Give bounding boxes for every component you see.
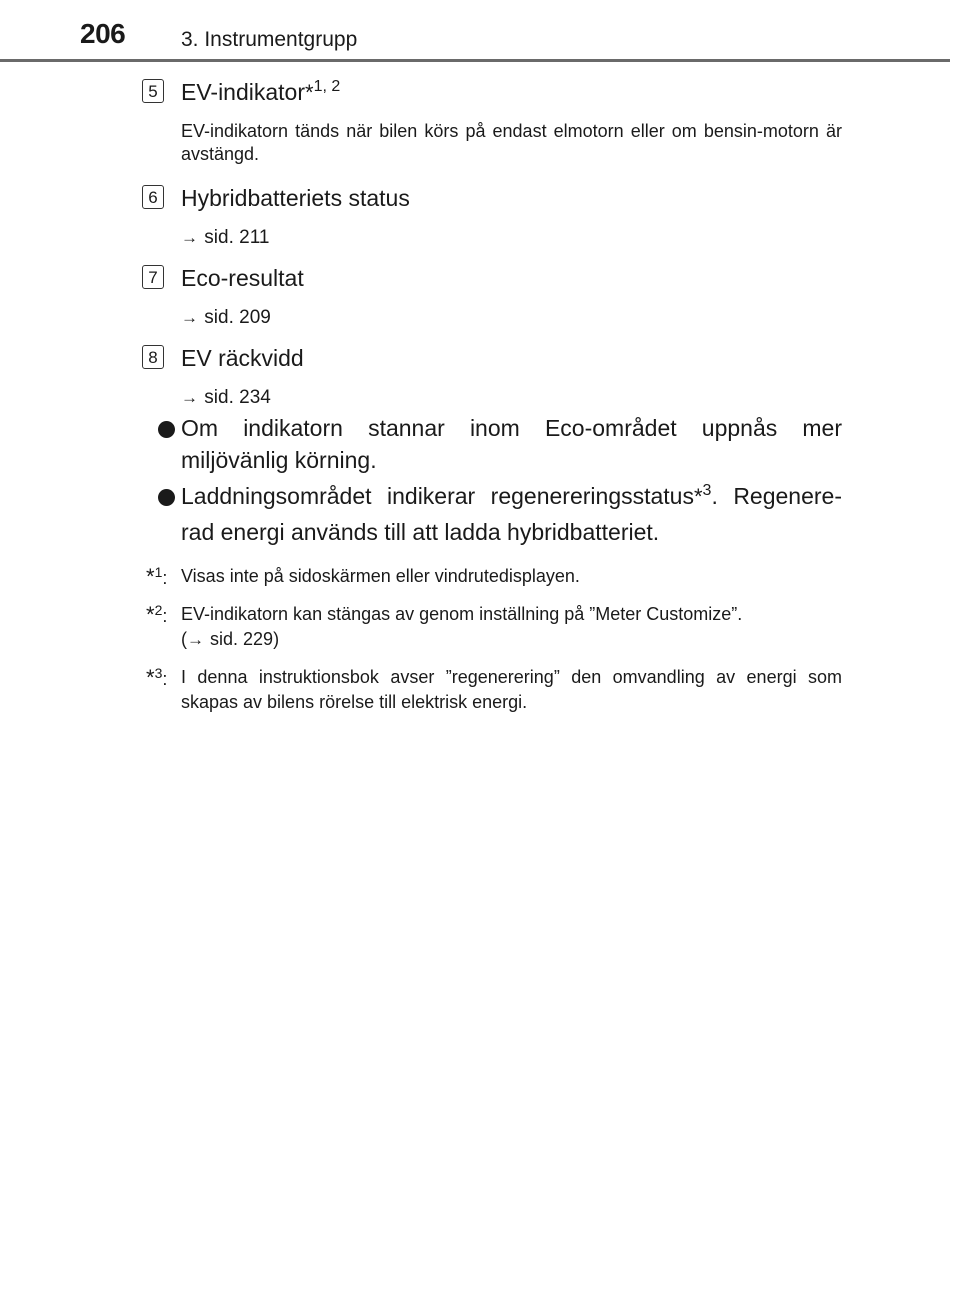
filled-circle-icon — [158, 421, 175, 438]
bullet-list — [142, 412, 842, 548]
page-header — [0, 0, 960, 64]
item-number-badge: 5 — [142, 79, 164, 103]
footnote: *$^2$: EV-indikatorn kan stängas av genom inställning på ”Meter Customize”. (→ sid. 229) — [142, 602, 842, 652]
right-arrow-icon: → — [181, 228, 198, 247]
item-ev-indicator — [142, 70, 842, 166]
item-ev-range — [142, 336, 842, 412]
page-content — [142, 70, 842, 728]
item-number-badge: 7 — [142, 265, 164, 289]
page-reference-link[interactable]: (→ sid. 229) — [181, 629, 279, 649]
right-arrow-icon: → — [181, 308, 198, 327]
chapter-title: 3. Instrumentgrupp — [181, 28, 358, 51]
filled-circle-icon — [158, 489, 175, 506]
item-title: Eco-resultat — [181, 265, 304, 291]
footnote: *$^3$: I denna instruktionsbok avser ”regenerering” den omvandling av energi som skapas av bilens rörelse till elektrisk energi. — [146, 665, 842, 712]
footnote-marker: *$^1$: — [146, 564, 168, 589]
item-eco-result — [142, 256, 842, 332]
footnote: *$^1$: Visas inte på sidoskärmen eller vindrutedisplayen. — [142, 564, 842, 589]
footnote-marker: *$^3$: — [146, 665, 168, 690]
right-arrow-icon: → — [187, 630, 204, 649]
page-reference-link[interactable]: → sid. 209 — [181, 304, 842, 332]
right-arrow-icon: → — [181, 388, 198, 407]
page-number: 206 — [80, 18, 126, 49]
footnotes — [142, 564, 842, 715]
item-title: Hybridbatteriets status — [181, 185, 410, 211]
item-number-badge: 8 — [142, 345, 164, 369]
footnote-marker: *$^2$: — [146, 602, 168, 627]
item-number-badge: 6 — [142, 185, 164, 209]
item-title: EV-indikator*$^{1, 2}$ — [181, 78, 341, 105]
page-reference-link[interactable]: → sid. 234 — [181, 384, 842, 412]
item-description: EV-indikatorn tänds när bilen körs på endast elmotorn eller om bensin-motorn är avstängd. — [181, 121, 842, 164]
page-reference-link[interactable]: → sid. 211 — [181, 224, 842, 252]
item-hybrid-battery-status — [142, 176, 842, 252]
bullet-item: Laddningsområdet indikerar regenereringsstatus*$^3$. Regenere-rad energi används till att ladda hybridbatteriet. — [142, 480, 842, 548]
header-divider — [0, 59, 950, 62]
item-title: EV räckvidd — [181, 345, 304, 371]
bullet-item: Om indikatorn stannar inom Eco-området uppnås mer miljövänlig körning. — [142, 412, 842, 476]
